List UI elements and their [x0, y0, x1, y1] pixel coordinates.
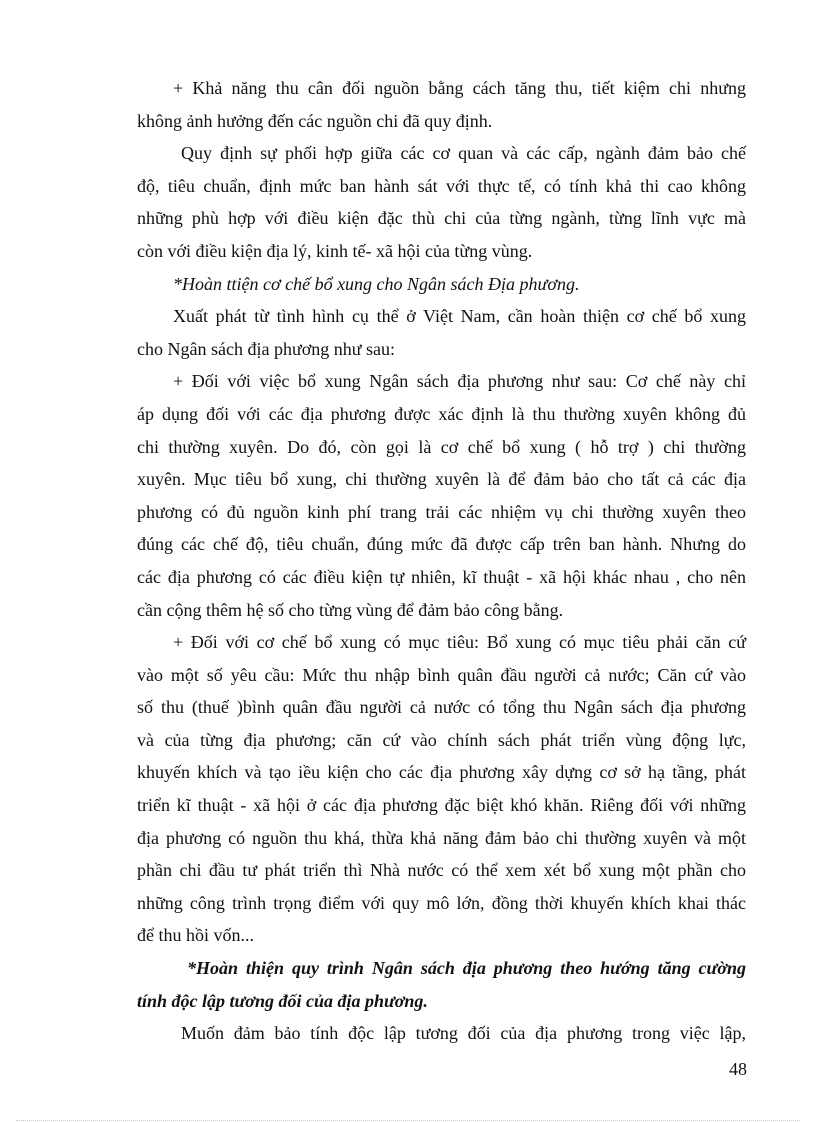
text-line: các địa phương có các điều kiện tự nhiên, kĩ thuật - xã hội khác nhau , cho nên [137, 566, 746, 587]
text-line: đúng các chế độ, tiêu chuẩn, đúng mức đã được cấp trên ban hành. Nhưng do [137, 534, 746, 555]
text-line: địa phương có nguồn thu khá, thừa khả năng đảm bảo chi thường xuyên và một [137, 827, 746, 848]
text-line: những phù hợp với điều kiện đặc thù chi của từng ngành, từng lĩnh vực mà [137, 208, 746, 229]
text-line: những công trình trọng điểm với quy mô lớn, đồng thời khuyến khích khai thác [137, 892, 746, 913]
text-line: còn với điều kiện địa lý, kinh tế- xã hội của từng vùng. [137, 240, 533, 261]
text-line: tính độc lập tương đối của địa phương. [137, 990, 428, 1011]
text-line: vào một số yêu cầu: Mức thu nhập bình quân đầu người cả nước; Căn cứ vào [137, 664, 746, 685]
text-line: độ, tiêu chuẩn, định mức ban hành sát với thực tế, có tính khả thi cao không [137, 175, 746, 196]
text-line: cho Ngân sách địa phương như sau: [137, 338, 395, 359]
text-line: phương có đủ nguồn kinh phí trang trải các nhiệm vụ chi thường xuyên theo [137, 501, 746, 522]
page-bottom-rule [16, 1120, 800, 1121]
page-number: 48 [729, 1059, 747, 1079]
text-line: số thu (thuế )bình quân đầu người cả nước có tổng thu Ngân sách địa phương [137, 697, 746, 718]
text-line: và của từng địa phương; căn cứ vào chính sách phát triển vùng động lực, [137, 729, 746, 750]
text-line: + Đối với việc bổ xung Ngân sách địa phương như sau: Cơ chế này chỉ [173, 371, 746, 392]
text-line: chi thường xuyên. Do đó, còn gọi là cơ chế bổ xung ( hỗ trợ ) chi thường [137, 436, 746, 457]
text-line: Muốn đảm bảo tính độc lập tương đối của địa phương trong việc lập, [181, 1023, 746, 1044]
text-line: phần chi đầu tư phát triển thì Nhà nước có thể xem xét bổ xung một phần cho [137, 860, 746, 881]
text-line: khuyến khích và tạo iều kiện cho các địa phương xây dựng cơ sở hạ tầng, phát [137, 762, 746, 783]
text-line: để thu hồi vốn... [137, 925, 254, 946]
text-line: Quy định sự phối hợp giữa các cơ quan và các cấp, ngành đảm bảo chế [181, 143, 746, 164]
text-line: triển kĩ thuật - xã hội ở các địa phương đặc biệt khó khăn. Riêng đối với những [137, 795, 746, 816]
text-line: *Hoàn thiện quy trình Ngân sách địa phương theo hướng tăng cường [187, 958, 746, 979]
text-line: Xuất phát từ tình hình cụ thể ở Việt Nam, cần hoàn thiện cơ chế bổ xung [173, 306, 746, 327]
text-line: xuyên. Mục tiêu bổ xung, chi thường xuyên là để đảm bảo cho tất cả các địa [137, 469, 746, 490]
text-line: *Hoàn ttiện cơ chế bổ xung cho Ngân sách Địa phương. [173, 273, 580, 294]
text-line: không ảnh hưởng đến các nguồn chi đã quy định. [137, 110, 493, 131]
text-line: cần cộng thêm hệ số cho từng vùng để đảm bảo công bằng. [137, 599, 564, 620]
text-line: + Khả năng thu cân đối nguồn bằng cách tăng thu, tiết kiệm chi nhưng [173, 78, 746, 98]
text-line: + Đối với cơ chế bổ xung có mục tiêu: Bổ xung có mục tiêu phải căn cứ [173, 632, 746, 653]
text-line: áp dụng đối với các địa phương được xác định là thu thường xuyên không đủ [137, 403, 746, 424]
body-text [137, 72, 746, 1050]
